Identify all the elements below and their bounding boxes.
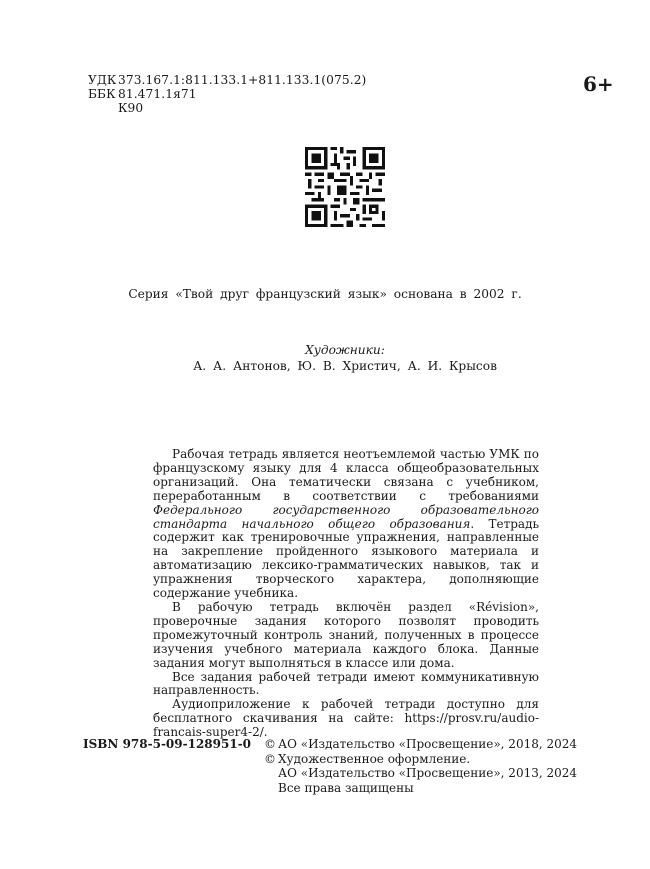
author-mark-row	[88, 101, 366, 115]
rights-reserved: Все права защищены	[278, 780, 414, 795]
copyright-block	[264, 737, 577, 795]
copyright-design: Художественное оформление.	[278, 751, 471, 766]
annotation-paragraph: Аудиоприложение к рабочей тетради доступно для бесплатного скачивания на сайте: https://prosv.ru/audio-francais-super4-2/.	[153, 697, 539, 740]
copyright-icon: ©	[264, 751, 276, 766]
author-mark: К90	[118, 101, 144, 115]
artists-heading: Художники:	[305, 343, 385, 357]
copyright-icon: ©	[264, 737, 276, 751]
classification-block	[88, 73, 366, 115]
annotation-text	[153, 448, 539, 740]
annotation-paragraph: Все задания рабочей тетради имеют коммуникативную направленность.	[153, 669, 539, 698]
bbk-row	[88, 87, 366, 101]
copyright-publisher: АО «Издательство «Просвещение», 2018, 2024	[278, 737, 578, 751]
qr-code-icon	[305, 147, 385, 227]
age-rating: 6+	[583, 72, 614, 96]
bbk-label: ББК	[88, 87, 116, 101]
copyright-design-publisher: АО «Издательство «Просвещение», 2013, 2024	[278, 766, 578, 780]
annotation-paragraph: Рабочая тетрадь является неотъемлемой частью УМК по французскому языку для 4 класса общеобразовательных организаций. Она тематически связана с учебником, переработанным в соответствии с требованиями Федерального государственного образовательного стандарта начального общего образования. Тетрадь содержит как тренировочные упражнения, направленные на закрепление пройденного языкового материала и автоматизацию лексико-грамматических навыков, так и упражнения творческого характера, дополняющие содержание учебника.	[153, 447, 539, 601]
udk-value: 373.167.1:811.133.1+811.133.1(075.2)	[118, 73, 367, 87]
udk-label: УДК	[88, 73, 117, 87]
udk-row	[88, 73, 366, 87]
annotation-paragraph: В рабочую тетрадь включён раздел «Révision», проверочные задания которого позволят проводить промежуточный контроль знаний, полученных в процессе изучения учебного материала каждого блока. Данные задания могут выполняться в классе или дома.	[153, 599, 539, 670]
series-note: Серия «Твой друг французский язык» основана в 2002 г.	[128, 287, 522, 301]
artists-names: А. А. Антонов, Ю. В. Христич, А. И. Крысов	[193, 359, 497, 373]
isbn: ISBN 978-5-09-128951-0	[83, 737, 252, 751]
bbk-value: 81.471.1я71	[118, 87, 197, 101]
standard-title: Федерального государственного образовательного стандарта начального общего образования	[153, 502, 539, 531]
